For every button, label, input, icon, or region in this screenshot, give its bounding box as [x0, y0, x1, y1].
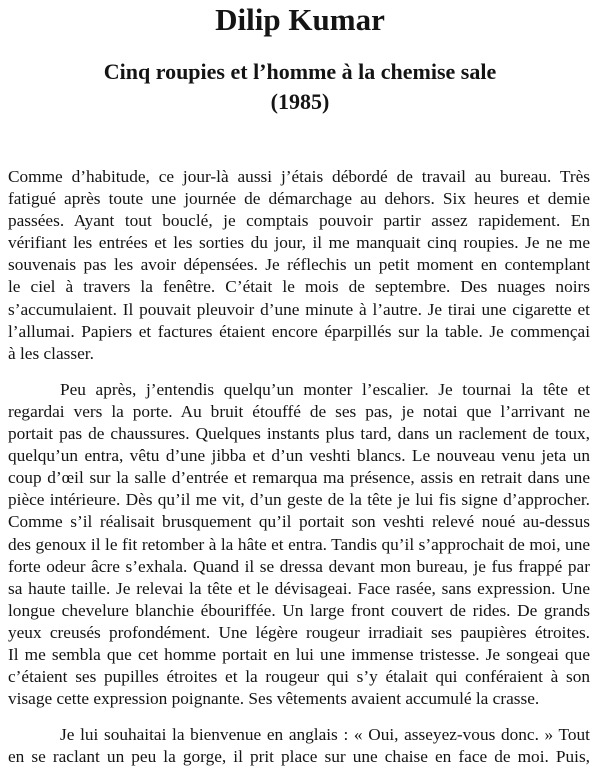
text-line: forte odeur âcre s’exhala. Quand il se dressa devant mon bureau, je fus frappé par: [8, 556, 590, 576]
text-line: Peu après, j’entendis quelqu’un monter l’escalier. Je tournai la tête et: [60, 379, 590, 399]
paragraph-3: [0, 724, 600, 768]
text-line: portait pas de chaussures. Quelques instants plus tard, dans un raclement de toux,: [8, 424, 590, 444]
paragraph-1: [0, 166, 600, 365]
text-line: des genoux il le fit retomber à la hâte et entra. Tandis qu’il s’approchait de moi, une: [8, 534, 590, 554]
story-year: (1985): [270, 89, 330, 114]
text-line: coup d’œil sur la salle d’entrée et remarqua ma présence, assis en retrait dans une: [8, 468, 590, 488]
text-line: Comme d’habitude, ce jour-là aussi j’étais débordé de travail au bureau. Très: [8, 167, 590, 186]
story-body: [0, 166, 600, 768]
text-line: yeux creusés profondément. Une légère rougeur irradiait ses paupières étroites.: [8, 622, 590, 642]
text-line: à les classer.: [8, 343, 94, 363]
text-line: s’accumulaient. Il pouvait pleuvoir d’une minute à l’autre. Je tirai une cigarette et: [8, 299, 590, 319]
text-line: regardai vers la porte. Au bruit étouffé de ses pas, je notai que l’arrivant ne: [8, 401, 590, 421]
text-line: visage cette expression poignante. Ses vêtements avaient accumulé la crasse.: [8, 689, 540, 709]
text-line: sa haute taille. Je relevai la tête et le dévisageai. Face rasée, sans expression. Une: [8, 578, 590, 598]
text-line: longue chevelure blanchie ébouriffée. Un large front couvert de rides. De grands: [8, 600, 590, 620]
text-line: souvenais pas les avoir dépensées. Je réflechis un petit moment en contemplant: [8, 255, 590, 275]
text-line: vérifiant les entrées et les sorties du jour, il me manquait cinq roupies. Je ne me: [8, 233, 590, 253]
story-title: Cinq roupies et l’homme à la chemise sale: [103, 59, 497, 84]
text-line: Comme s’il réalisait brusquement qu’il portait son veshti relevé noué au-dessus: [8, 512, 590, 532]
text-line: quelqu’un entra, vêtu d’une jibba et d’un veshti blancs. Le nouveau venu jeta un: [8, 446, 590, 466]
text-line: c’étaient ses pupilles étroites et la rougeur qui s’y étalait qui conféraient à son: [8, 667, 590, 687]
text-line: fatigué après toute une journée de démarchage au dehors. Six heures et demie: [8, 189, 590, 209]
paragraph-2: [0, 379, 600, 710]
text-line: en se raclant un peu la gorge, il prit place sur une chaise en face de moi. Puis,: [8, 747, 590, 767]
text-line: le ciel à travers la fenêtre. C’était le mois de septembre. Des nuages noirs: [8, 277, 590, 297]
author-heading: Dilip Kumar: [215, 2, 385, 37]
text-line: pièce intérieure. Dès qu’il me vit, d’un geste de la tête je lui fis signe d’approcher.: [8, 490, 590, 510]
text-line: passées. Ayant tout bouclé, je comptais pouvoir partir assez rapidement. En: [8, 211, 590, 231]
text-line: Il me sembla que cet homme portait en lui une immense tristesse. Je songeai que: [8, 644, 590, 664]
text-line: Je lui souhaitai la bienvenue en anglais : « Oui, asseyez-vous donc. » Tout: [60, 725, 590, 745]
text-line: l’allumai. Papiers et factures étaient encore éparpillés sur la table. Je commençai: [8, 321, 590, 341]
